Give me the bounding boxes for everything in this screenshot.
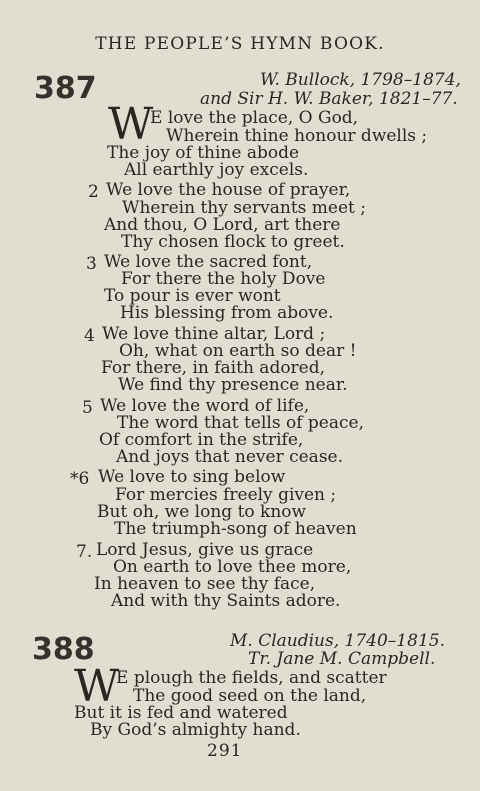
verse-number: 5 <box>82 398 93 418</box>
verse-line: The joy of thine abode <box>107 143 300 163</box>
verse-line: We love the sacred font, <box>104 252 313 272</box>
hymn-author: W. Bullock, 1798–1874, <box>260 70 461 90</box>
verse-line: Thy chosen flock to greet. <box>121 232 345 252</box>
verse-line: To pour is ever wont <box>104 286 281 306</box>
verse-number: 7. <box>76 542 93 562</box>
hymn-number: 388 <box>32 632 95 667</box>
verse-number: 4 <box>84 326 95 346</box>
verse-line: We love the house of prayer, <box>106 180 351 200</box>
verse-line: And with thy Saints adore. <box>111 591 341 611</box>
verse-number: 3 <box>86 254 97 274</box>
verse-line: The triumph-song of heaven <box>114 519 357 539</box>
verse-line: We find thy presence near. <box>118 375 348 395</box>
verse-line: E plough the fields, and scatter <box>116 668 387 688</box>
verse-line: In heaven to see thy face, <box>94 574 316 594</box>
verse-line: For there the holy Dove <box>121 269 326 289</box>
verse-line: We love to sing below <box>98 467 286 487</box>
hymn-translator: Tr. Jane M. Campbell. <box>248 649 436 669</box>
drop-cap: W <box>74 661 120 712</box>
verse-number: *6 <box>70 469 90 489</box>
verse-number: 2 <box>88 182 99 202</box>
verse-line: For mercies freely given ; <box>115 485 337 505</box>
verse-line: Wherein thy servants meet ; <box>122 198 367 218</box>
verse-line: His blessing from above. <box>120 303 334 323</box>
verse-line: On earth to love thee more, <box>113 557 352 577</box>
verse-line: E love the place, O God, <box>150 108 359 128</box>
verse-line: Wherein thine honour dwells ; <box>166 126 428 146</box>
verse-line: All earthly joy excels. <box>124 160 309 180</box>
verse-line: The word that tells of peace, <box>117 413 364 433</box>
verse-line: We love thine altar, Lord ; <box>102 324 326 344</box>
verse-line: For there, in faith adored, <box>101 358 326 378</box>
running-head: THE PEOPLE’S HYMN BOOK. <box>95 34 385 54</box>
hymn-translator: and Sir H. W. Baker, 1821–77. <box>200 89 458 109</box>
verse-line: The good seed on the land, <box>133 686 367 706</box>
verse-line: Lord Jesus, give us grace <box>96 540 314 560</box>
verse-line: By God’s almighty hand. <box>90 720 301 740</box>
verse-line: But it is fed and watered <box>74 703 288 723</box>
drop-cap: W <box>108 99 154 150</box>
verse-line: Oh, what on earth so dear ! <box>119 341 357 361</box>
verse-line: We love the word of life, <box>100 396 310 416</box>
verse-line: Of comfort in the strife, <box>99 430 304 450</box>
page-number: 291 <box>207 741 243 761</box>
hymn-number: 387 <box>34 71 97 106</box>
verse-line: And joys that never cease. <box>116 447 344 467</box>
hymn-author: M. Claudius, 1740–1815. <box>230 631 445 651</box>
verse-line: And thou, O Lord, art there <box>104 215 341 235</box>
verse-line: But oh, we long to know <box>97 502 307 522</box>
